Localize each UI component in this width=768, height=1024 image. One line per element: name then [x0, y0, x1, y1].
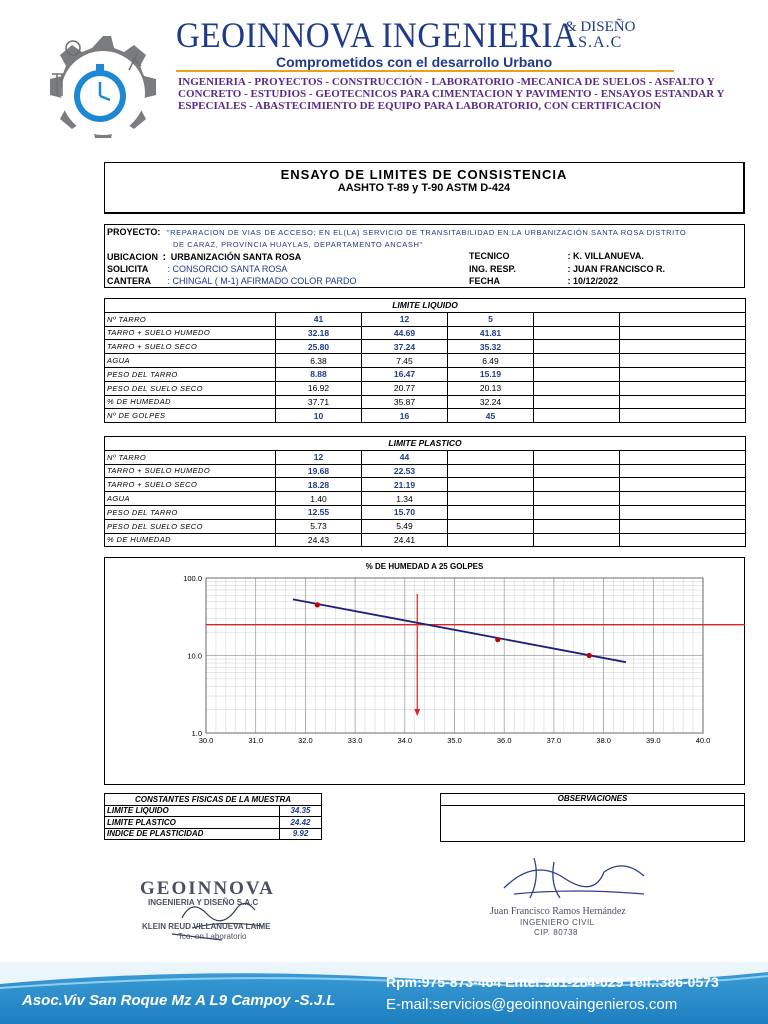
fecha-value: : 10/12/2022: [567, 276, 619, 286]
table-cell: 12.55: [276, 505, 362, 519]
constants-header: CONSTANTES FISICAS DE LA MUESTRA: [105, 794, 322, 806]
x-tick-label: 35.0: [447, 736, 462, 745]
row-label: TARRO + SUELO HUMEDO: [105, 326, 276, 340]
row-label: Nº TARRO: [105, 312, 276, 326]
table-row: [105, 828, 322, 840]
gear-stopwatch-logo-icon: [38, 28, 168, 158]
company-name: GEOINNOVA INGENIERIA: [176, 15, 578, 55]
x-tick-label: 40.0: [695, 736, 711, 745]
x-tick-label: 39.0: [645, 736, 661, 745]
table-cell: [534, 478, 620, 492]
constants-table: [104, 793, 322, 840]
table-cell: 25.80: [276, 340, 362, 354]
table-cell: 35.87: [362, 395, 448, 409]
table-cell: [534, 505, 620, 519]
engineer-stamp: [484, 848, 664, 940]
ubicacion-colon: :: [162, 251, 167, 263]
table-cell: 18.28: [276, 478, 362, 492]
table-cell: [620, 381, 746, 395]
row-label: PESO DEL SUELO SECO: [105, 519, 276, 533]
fecha-label: FECHA: [469, 276, 500, 286]
table-cell: 45: [448, 409, 534, 423]
data-point: [495, 637, 500, 642]
table-cell: 12: [276, 450, 362, 464]
table-cell: 44.69: [362, 326, 448, 340]
data-point: [587, 653, 592, 658]
table-cell: [534, 367, 620, 381]
table-cell: [534, 326, 620, 340]
report-subtitle: AASHTO T-89 y T-90 ASTM D-424: [337, 182, 511, 194]
reference-arrow-icon: [414, 709, 420, 716]
engineer-cip: CIP. 80738: [534, 928, 578, 937]
table-row: [105, 409, 746, 423]
observaciones-header: OBSERVACIONES: [441, 794, 744, 806]
proyecto-line1: "REPARACION DE VIAS DE ACCESO; EN EL(LA) SERVICIO DE TRANSITABILIDAD EN LA URBANIZACIÓN SANTA ROSA DISTRITO: [166, 228, 687, 237]
row-label: AGUA: [105, 492, 276, 506]
table-cell: [448, 478, 534, 492]
table-cell: [620, 395, 746, 409]
table-cell: 37.71: [276, 395, 362, 409]
table-cell: [620, 464, 746, 478]
table-cell: [620, 492, 746, 506]
services-list: INGENIERIA - PROYECTOS - CONSTRUCCIÓN - LABORATORIO -MECANICA DE SUELOS - ASFALTO Y CONCRETO - ESTUDIOS - GEOTECNICOS PARA CIMENTACION Y PAVIMENTO - ENSAYOS ESTANDAR Y ESPECIALES - ABASTECIMIENTO DE EQUIPO PARA LABORATORIO, CON CERTIFICACION: [178, 76, 725, 112]
tagline-underline: [176, 70, 674, 72]
x-tick-label: 34.0: [397, 736, 413, 745]
lab-technician-stamp: [132, 872, 307, 952]
report-title: ENSAYO DE LIMITES DE CONSISTENCIA: [280, 167, 568, 182]
row-label: PESO DEL TARRO: [105, 367, 276, 381]
engineer-name: Juan Francisco Ramos Hernández: [490, 906, 626, 917]
row-label: AGUA: [105, 354, 276, 368]
table-cell: [620, 354, 746, 368]
humedad-chart: [104, 557, 745, 785]
tecnico-value: : K. VILLANUEVA.: [567, 251, 644, 261]
table-cell: [620, 340, 746, 354]
proyecto-label: PROYECTO:: [107, 227, 161, 237]
table-cell: [534, 381, 620, 395]
x-tick-label: 36.0: [496, 736, 512, 745]
table-cell: 41.81: [448, 326, 534, 340]
table-cell: 20.77: [362, 381, 448, 395]
constant-value: 34.35: [280, 805, 322, 817]
limite-plastico-header: LIMITE PLASTICO: [105, 437, 746, 451]
chart-title: % DE HUMEDAD A 25 GOLPES: [365, 562, 484, 571]
row-label: TARRO + SUELO SECO: [105, 340, 276, 354]
solicita-value: : CONSORCIO SANTA ROSA: [167, 264, 288, 274]
stamp-name: KLEIN REUD VILLANUEVA LAIME: [142, 922, 271, 931]
table-cell: [534, 312, 620, 326]
limite-liquido-header: LIMITE LIQUIDO: [105, 299, 746, 313]
constant-value: 24.42: [280, 817, 322, 829]
table-cell: [534, 519, 620, 533]
ing-row: [469, 264, 665, 274]
x-tick-label: 32.0: [298, 736, 313, 745]
table-cell: [620, 478, 746, 492]
table-cell: 20.13: [448, 381, 534, 395]
footer-email[interactable]: E-mail:servicios@geoinnovaingenieros.com: [386, 996, 678, 1013]
constant-label: LIMITE PLASTICO: [105, 817, 280, 829]
table-cell: 32.18: [276, 326, 362, 340]
observaciones-box: [440, 793, 745, 842]
row-label: PESO DEL TARRO: [105, 505, 276, 519]
table-row: [105, 505, 746, 519]
table-cell: 10: [276, 409, 362, 423]
table-cell: 16: [362, 409, 448, 423]
table-row: [105, 340, 746, 354]
table-cell: 5: [448, 312, 534, 326]
table-cell: 32.24: [448, 395, 534, 409]
limite-plastico-table: [104, 436, 746, 547]
table-cell: 44: [362, 450, 448, 464]
stamp-role: Tco. en Laboratorio: [178, 932, 247, 941]
table-cell: 35.32: [448, 340, 534, 354]
solicita-label: SOLICITA: [107, 264, 149, 274]
table-cell: 12: [362, 312, 448, 326]
cantera-value: : CHINGAL ( M-1) AFIRMADO COLOR PARDO: [167, 276, 357, 286]
table-row: [105, 354, 746, 368]
table-cell: 6.49: [448, 354, 534, 368]
table-cell: [534, 340, 620, 354]
table-cell: [534, 409, 620, 423]
ubicacion-label: UBICACION: [107, 252, 158, 262]
company-tagline: Comprometidos con el desarrollo Urbano: [276, 54, 553, 70]
table-cell: [448, 519, 534, 533]
table-cell: 21.19: [362, 478, 448, 492]
constant-value: 9.92: [280, 828, 322, 840]
table-row: [105, 533, 746, 547]
y-tick-label: 100.0: [183, 574, 202, 583]
table-cell: 5.73: [276, 519, 362, 533]
footer-address: Asoc.Viv San Roque Mz A L9 Campoy -S.J.L: [22, 992, 336, 1009]
table-cell: [620, 505, 746, 519]
report-title-box: [104, 162, 745, 214]
table-cell: 37.24: [362, 340, 448, 354]
proyecto-row: [107, 227, 686, 237]
cantera-row: [107, 276, 357, 286]
solicita-row: [107, 264, 287, 274]
proyecto-line2: DE CARAZ, PROVINCIA HUAYLAS, DEPARTAMENTO ANCASH": [173, 240, 423, 249]
table-row: [105, 326, 746, 340]
table-cell: 15.19: [448, 367, 534, 381]
table-row: [105, 805, 322, 817]
table-row: [105, 381, 746, 395]
x-tick-label: 30.0: [198, 736, 214, 745]
table-row: [105, 519, 746, 533]
table-cell: [620, 312, 746, 326]
row-label: Nº TARRO: [105, 450, 276, 464]
x-tick-label: 31.0: [248, 736, 264, 745]
table-cell: [448, 450, 534, 464]
data-point: [315, 602, 320, 607]
engineer-role: INGENIERO CIVIL: [520, 918, 595, 927]
stamp-brand: GEOINNOVA: [140, 878, 275, 899]
constant-label: LIMITE LIQUIDO: [105, 805, 280, 817]
row-label: Nº DE GOLPES: [105, 409, 276, 423]
engineer-signature-icon: [484, 848, 664, 908]
row-label: TARRO + SUELO HUMEDO: [105, 464, 276, 478]
table-row: [105, 492, 746, 506]
stamp-sub: INGENIERIA Y DISEÑO S.A.C: [148, 898, 259, 907]
table-row: [105, 367, 746, 381]
table-cell: 8.88: [276, 367, 362, 381]
table-cell: 22.53: [362, 464, 448, 478]
table-cell: 1.34: [362, 492, 448, 506]
table-cell: 24.41: [362, 533, 448, 547]
company-suffix: [565, 20, 635, 50]
table-cell: 24.43: [276, 533, 362, 547]
tecnico-label: TECNICO: [469, 251, 510, 261]
project-info: [104, 224, 745, 288]
company-suffix-diseno: & DISEÑO: [565, 19, 636, 35]
table-cell: [534, 354, 620, 368]
table-row: [105, 478, 746, 492]
ing-label: ING. RESP.: [469, 264, 516, 274]
cantera-label: CANTERA: [107, 276, 151, 286]
table-row: [105, 817, 322, 829]
ing-value: : JUAN FRANCISCO R.: [567, 264, 666, 274]
table-cell: [534, 450, 620, 464]
table-cell: 5.49: [362, 519, 448, 533]
table-cell: 19.68: [276, 464, 362, 478]
limite-liquido-table: [104, 298, 746, 423]
footer-phones: Rpm:975-873-464 Entel:981-284-029 Telf.:386-0573: [386, 974, 719, 990]
table-cell: [534, 395, 620, 409]
table-cell: [620, 450, 746, 464]
table-cell: [620, 409, 746, 423]
table-cell: [620, 367, 746, 381]
table-cell: 1.40: [276, 492, 362, 506]
table-cell: [620, 519, 746, 533]
table-cell: [534, 533, 620, 547]
x-tick-label: 33.0: [347, 736, 363, 745]
table-cell: 41: [276, 312, 362, 326]
y-tick-label: 1.0: [191, 729, 202, 738]
table-cell: 7.45: [362, 354, 448, 368]
chart-svg: [105, 558, 746, 786]
table-cell: 6.38: [276, 354, 362, 368]
constant-label: INDICE DE PLASTICIDAD: [105, 828, 280, 840]
table-cell: 16.92: [276, 381, 362, 395]
table-row: [105, 312, 746, 326]
ubicacion-value: URBANIZACIÓN SANTA ROSA: [170, 252, 302, 262]
tecnico-row: [469, 251, 644, 261]
company-sac: S.A.C: [578, 34, 623, 51]
footer-banner: [0, 962, 768, 1024]
table-cell: [448, 533, 534, 547]
y-tick-label: 10.0: [187, 651, 202, 661]
table-cell: 15.70: [362, 505, 448, 519]
table-cell: [448, 505, 534, 519]
row-label: PESO DEL SUELO SECO: [105, 381, 276, 395]
table-row: [105, 464, 746, 478]
table-cell: [620, 326, 746, 340]
table-cell: [534, 492, 620, 506]
table-cell: [620, 533, 746, 547]
table-cell: [534, 464, 620, 478]
row-label: % DE HUMEDAD: [105, 533, 276, 547]
table-row: [105, 395, 746, 409]
table-cell: [448, 492, 534, 506]
table-row: [105, 450, 746, 464]
table-cell: 16.47: [362, 367, 448, 381]
fecha-row: [469, 276, 618, 286]
table-cell: [448, 464, 534, 478]
x-tick-label: 37.0: [546, 736, 562, 745]
row-label: % DE HUMEDAD: [105, 395, 276, 409]
row-label: TARRO + SUELO SECO: [105, 478, 276, 492]
ubicacion-row: [107, 251, 301, 263]
x-tick-label: 38.0: [596, 736, 611, 745]
